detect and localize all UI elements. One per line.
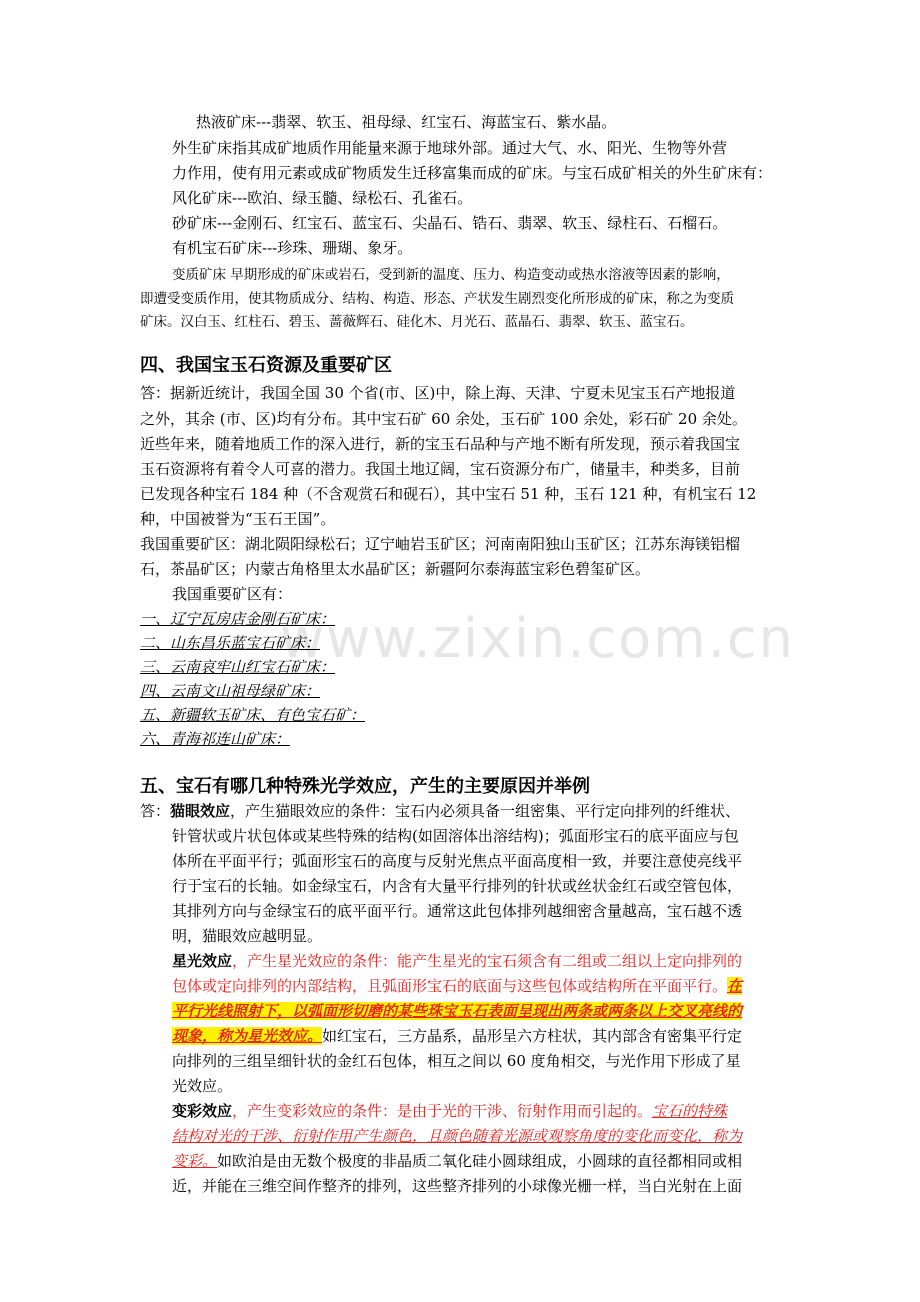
highlight-span: 平行光线照射下，以弧面形切磨的某些珠宝玉石表面呈现出两条或两条以上交叉亮线的 [172, 1002, 743, 1020]
text-line: 矿床。汉白玉、红柱石、碧玉、蔷薇辉石、硅化木、月光石、蓝晶石、翡翠、软玉、蓝宝石。 [140, 314, 694, 330]
list-item: 五、新疆软玉矿床、有色宝石矿： [140, 706, 366, 724]
answer-prefix: 答： [140, 802, 171, 820]
text-line: 光效应。 [172, 1077, 233, 1095]
list-item: 二、山东昌乐蓝宝石矿床： [140, 634, 321, 652]
term-cats-eye: 猫眼效应 [170, 802, 231, 820]
text-span: 如红宝石，三方晶系，晶形呈六方柱状，其内部含有密集平行定 [322, 1027, 743, 1045]
highlight-span: 宝石的特殊 [652, 1102, 728, 1120]
watermark: www.zixin.com.cn [280, 607, 795, 670]
section-heading: 五、宝石有哪几种特殊光学效应，产生的主要原因并举例 [140, 776, 590, 797]
text-span: ，产生星光效应的条件：能产生星光的宝石须含有二组或二组以上定向排列的 [232, 952, 743, 970]
text-line: 向排列的三组呈细针状的金红石包体，相互之间以 60 度角相交，与光作用下形成了星 [172, 1052, 741, 1070]
text-line: 之外，其余 (市、区)均有分布。其中宝石矿 60 余处，玉石矿 100 余处，彩石矿 20 余处。 [140, 410, 747, 428]
list-item: 六、青海祁连山矿床： [140, 730, 291, 748]
list-item: 一、辽宁瓦房店金刚石矿床： [140, 610, 336, 628]
term-asterism: 星光效应 [172, 952, 233, 970]
text-line [172, 950, 742, 972]
text-line: 外生矿床指其成矿地质作用能量来源于地球外部。通过大气、水、阳光、生物等外营 [172, 139, 728, 157]
text-line: 已发现各种宝石 184 种（不含观赏石和砚石），其中宝石 51 种，玉石 121 种，有机宝石 12 [140, 485, 757, 503]
list-item: 三、云南哀牢山红宝石矿床： [140, 658, 336, 676]
text-line [172, 1125, 742, 1147]
text-line: 明，猫眼效应越明显。 [172, 927, 323, 945]
highlight-span: 变彩。 [172, 1152, 218, 1170]
text-line [140, 800, 740, 822]
text-line: 近些年来，随着地质工作的深入进行，新的宝玉石品种与产地不断有所发现，预示着我国宝 [140, 435, 741, 453]
text-line: 行于宝石的长轴。如金绿宝石，内含有大量平行排列的针状或丝状金红石或空管包体， [172, 877, 743, 895]
text-line [172, 1025, 742, 1047]
text-line: 风化矿床---欧泊、绿玉髓、绿松石、孔雀石。 [172, 189, 473, 207]
section-heading: 四、我国宝玉石资源及重要矿区 [140, 355, 392, 376]
text-line: 近，并能在三维空间作整齐的排列，这些整齐排列的小球像光栅一样，当白光射在上面 [172, 1177, 743, 1195]
highlight-span: 结构对光的干涉、衍射作用产生颜色，且颜色随着光源或观察角度的变化而变化，称为 [172, 1127, 743, 1145]
text-line [172, 1150, 742, 1172]
text-line: 其排列方向与金绿宝石的底平面平行。通常这此包体排列越细密含量越高，宝石越不透 [172, 902, 743, 920]
text-line [172, 1100, 727, 1122]
text-line: 我国重要矿区有： [172, 585, 293, 603]
list-item: 四、云南文山祖母绿矿床： [140, 682, 321, 700]
text-line [172, 1000, 742, 1022]
text-span: 如欧泊是由无数个极度的非晶质二氧化硅小圆球组成，小圆球的直径都相同或相 [217, 1152, 743, 1170]
highlight-span: 现象，称为星光效应。 [172, 1027, 323, 1045]
text-span: 包体或定向排列的内部结构，且弧面形宝石的底面与这些包体或结构所在平面平行。 [172, 977, 728, 995]
text-line: 种，中国被誉为“玉石王国”。 [140, 510, 336, 528]
text-line: 玉石资源将有着令人可喜的潜力。我国土地辽阔，宝石资源分布广，储量丰，种类多，目前 [140, 460, 741, 478]
text-span: ，产生猫眼效应的条件：宝石内必须具备一组密集、平行定向排列的纤维状、 [230, 802, 741, 820]
highlight-span: 在 [727, 977, 743, 995]
text-line [172, 975, 742, 997]
text-line: 石，茶晶矿区；内蒙古角格里太水晶矿区；新疆阿尔泰海蓝宝彩色碧玺矿区。 [140, 560, 651, 578]
text-line: 力作用，使有用元素或成矿物质发生迁移富集而成的矿床。与宝石成矿相关的外生矿床有： [172, 164, 773, 182]
term-play-of-color: 变彩效应 [172, 1102, 233, 1120]
text-line: 变质矿床 早期形成的矿床或岩石，受到新的温度、压力、构造变动或热水溶液等因素的影响， [172, 267, 730, 283]
text-line: 即遭受变质作用，使其物质成分、结构、构造、形态、产状发生剧烈变化所形成的矿床，称之为变质 [140, 291, 734, 307]
text-line: 针管状或片状包体或某些特殊的结构(如固溶体出溶结构)；弧面形宝石的底平面应与包 [172, 827, 739, 845]
text-line: 我国重要矿区：湖北陨阳绿松石；辽宁岫岩玉矿区；河南南阳独山玉矿区；江苏东海镁铝榴 [140, 535, 741, 553]
text-span: ，产生变彩效应的条件：是由于光的干涉、衍射作用而引起的。 [232, 1102, 653, 1120]
text-line: 砂矿床---金刚石、红宝石、蓝宝石、尖晶石、锆石、翡翠、软玉、绿柱石、石榴石。 [172, 214, 728, 232]
text-line: 热液矿床---翡翠、软玉、祖母绿、红宝石、海蓝宝石、紫水晶。 [196, 113, 617, 131]
text-line: 有机宝石矿床---珍珠、珊瑚、象牙。 [172, 239, 413, 257]
text-line: 体所在平面平行；弧面形宝石的高度与反射光焦点平面高度相一致，并要注意使亮线平 [172, 852, 743, 870]
text-line: 答：据新近统计，我国全国 30 个省(市、区)中，除上海、天津、宁夏未见宝玉石产地报道 [140, 384, 736, 402]
